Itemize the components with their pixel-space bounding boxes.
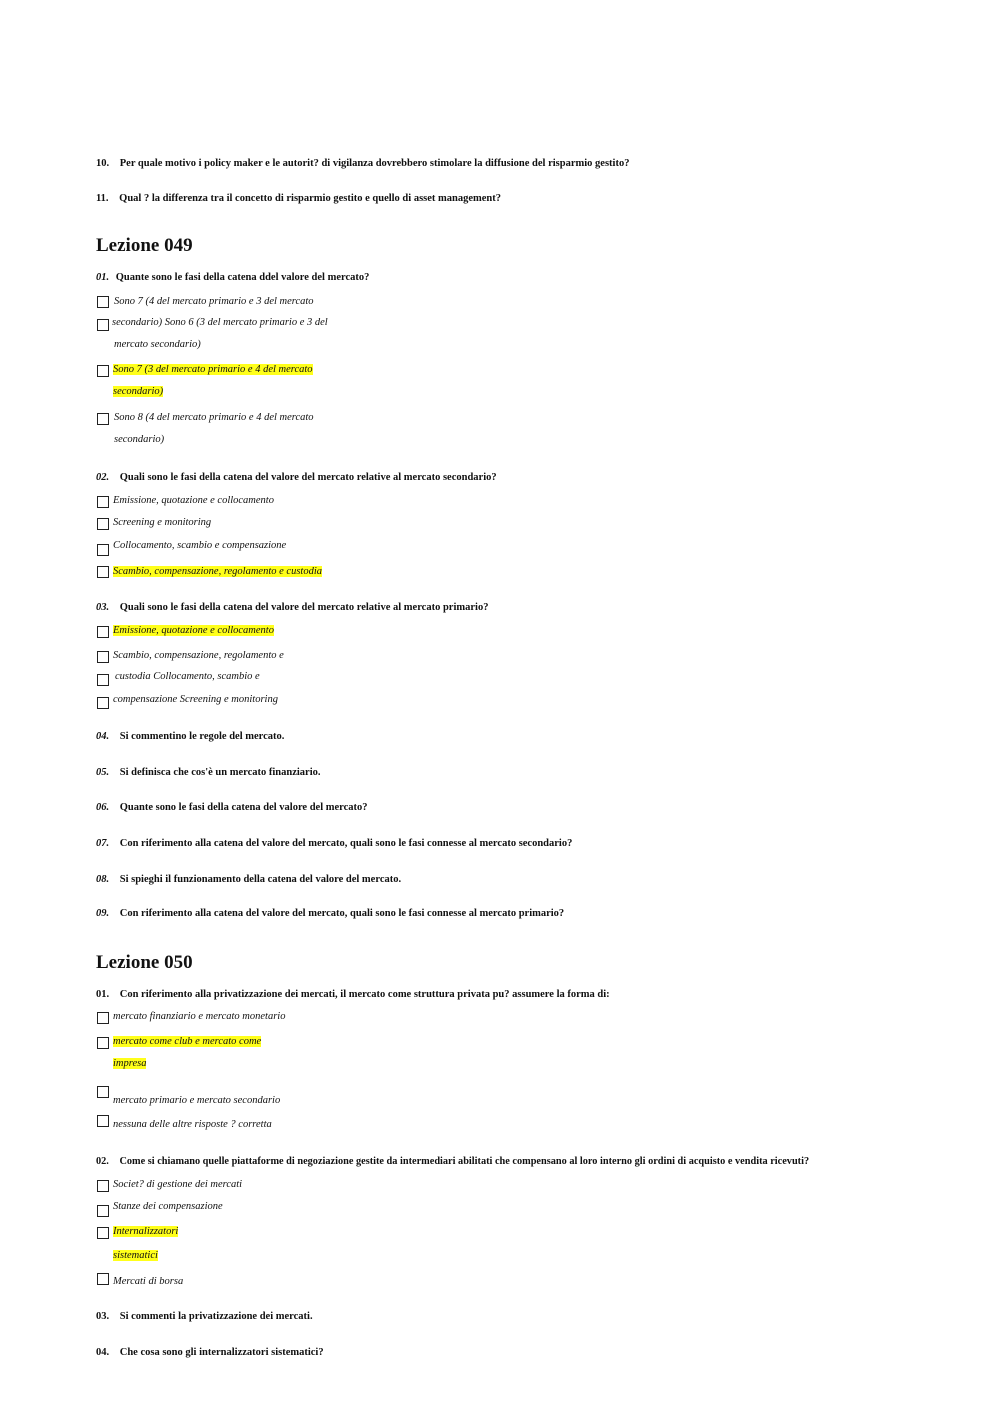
answer-option: Scambio, compensazione, regolamento e — [113, 650, 284, 661]
answer-checkbox[interactable] — [97, 1273, 109, 1285]
question-text: Come si chiamano quelle piattaforme di negoziazione gestite da intermediari abilitati che compensano al loro interno gli ordini di acquisto e vendita ricevuti? — [119, 1156, 810, 1167]
correct-answer-option-continued: secondario) — [113, 386, 164, 397]
question-text: Si spieghi il funzionamento della catena del valore del mercato. — [119, 874, 402, 885]
question-02 — [96, 1156, 809, 1167]
answer-option: mercato finanziario e mercato monetario — [113, 1011, 286, 1022]
answer-option: Mercati di borsa — [113, 1276, 184, 1287]
question-03 — [96, 1311, 313, 1322]
answer-option: Screening e monitoring — [113, 517, 212, 528]
answer-option: Societ? di gestione dei mercati — [113, 1179, 243, 1190]
question-number: 09. — [96, 908, 110, 919]
question-07 — [96, 838, 572, 849]
correct-answer-option-continued: impresa — [113, 1058, 147, 1069]
question-number: 01. — [96, 272, 110, 283]
answer-checkbox[interactable] — [97, 626, 109, 638]
question-08 — [96, 874, 401, 885]
question-number: 02. — [96, 472, 110, 483]
lesson-heading: Lezione 049 — [96, 235, 193, 256]
answer-option: Stanze dei compensazione — [113, 1201, 223, 1212]
question-06 — [96, 802, 368, 813]
question-number: 08. — [96, 874, 110, 885]
question-text: Quante sono le fasi della catena del valore del mercato? — [119, 802, 368, 813]
answer-option-continued: secondario) — [114, 434, 165, 445]
question-number: 04. — [96, 1347, 110, 1358]
question-09 — [96, 908, 564, 919]
question-03 — [96, 602, 488, 613]
question-text: Quali sono le fasi della catena del valore del mercato relative al mercato primario? — [119, 602, 489, 613]
answer-checkbox[interactable] — [97, 496, 109, 508]
answer-checkbox[interactable] — [97, 1205, 109, 1217]
question-number: 03. — [96, 1311, 110, 1322]
answer-checkbox[interactable] — [97, 566, 109, 578]
question-text: Qual ? la differenza tra il concetto di risparmio gestito e quello di asset management? — [119, 193, 502, 204]
answer-checkbox[interactable] — [97, 544, 109, 556]
question-text: Per quale motivo i policy maker e le autorit? di vigilanza dovrebbero stimolare la diffusione del risparmio gestito? — [119, 158, 630, 169]
correct-answer-option: Sono 7 (3 del mercato primario e 4 del mercato — [113, 364, 313, 375]
question-10 — [96, 158, 629, 169]
answer-option: nessuna delle altre risposte ? corretta — [113, 1119, 272, 1130]
question-11 — [96, 193, 501, 204]
question-04 — [96, 731, 284, 742]
question-04 — [96, 1347, 324, 1358]
answer-checkbox[interactable] — [97, 413, 109, 425]
question-text: Quante sono le fasi della catena ddel valore del mercato? — [115, 272, 370, 283]
question-01 — [96, 272, 369, 283]
question-number: 11. — [96, 193, 109, 204]
answer-checkbox[interactable] — [97, 674, 109, 686]
lesson-heading: Lezione 050 — [96, 952, 193, 973]
question-05 — [96, 767, 321, 778]
answer-option: compensazione Screening e monitoring — [113, 694, 278, 705]
question-text: Si commenti la privatizzazione dei mercati. — [119, 1311, 313, 1322]
question-text: Con riferimento alla catena del valore del mercato, quali sono le fasi connesse al mercato primario? — [119, 908, 565, 919]
question-number: 04. — [96, 731, 110, 742]
question-text: Con riferimento alla privatizzazione dei mercati, il mercato come struttura privata pu? assumere la forma di: — [119, 989, 610, 1000]
question-number: 06. — [96, 802, 110, 813]
question-number: 05. — [96, 767, 110, 778]
question-01 — [96, 989, 610, 1000]
question-number: 02. — [96, 1156, 109, 1167]
correct-answer-option-continued: sistematici — [113, 1250, 158, 1261]
answer-checkbox[interactable] — [97, 1227, 109, 1239]
answer-option: custodia Collocamento, scambio e — [115, 671, 260, 682]
answer-checkbox[interactable] — [97, 697, 109, 709]
question-text: Con riferimento alla catena del valore del mercato, quali sono le fasi connesse al mercato secondario? — [119, 838, 573, 849]
question-text: Quali sono le fasi della catena del valore del mercato relative al mercato secondario? — [119, 472, 497, 483]
answer-checkbox[interactable] — [97, 1180, 109, 1192]
question-number: 07. — [96, 838, 110, 849]
answer-checkbox[interactable] — [97, 1037, 109, 1049]
answer-checkbox[interactable] — [97, 1012, 109, 1024]
question-text: Si commentino le regole del mercato. — [119, 731, 285, 742]
correct-answer-option: Internalizzatori — [113, 1226, 179, 1237]
correct-answer-option: Scambio, compensazione, regolamento e custodia — [113, 566, 322, 577]
answer-checkbox[interactable] — [97, 518, 109, 530]
answer-checkbox[interactable] — [97, 319, 109, 331]
answer-checkbox[interactable] — [97, 1086, 109, 1098]
correct-answer-option: mercato come club e mercato come — [113, 1036, 262, 1047]
answer-option-continued: mercato secondario) — [114, 339, 201, 350]
question-number: 10. — [96, 158, 110, 169]
answer-option: Sono 7 (4 del mercato primario e 3 del mercato — [114, 296, 314, 307]
answer-option: Emissione, quotazione e collocamento — [113, 495, 274, 506]
answer-checkbox[interactable] — [97, 296, 109, 308]
answer-checkbox[interactable] — [97, 1115, 109, 1127]
answer-option: Sono 8 (4 del mercato primario e 4 del mercato — [114, 412, 314, 423]
question-text: Che cosa sono gli internalizzatori sistematici? — [119, 1347, 324, 1358]
question-number: 01. — [96, 989, 110, 1000]
answer-option: mercato primario e mercato secondario — [113, 1095, 281, 1106]
question-number: 03. — [96, 602, 110, 613]
answer-checkbox[interactable] — [97, 651, 109, 663]
correct-answer-option: Emissione, quotazione e collocamento — [113, 625, 274, 636]
question-text: Si definisca che cos'è un mercato finanziario. — [119, 767, 321, 778]
answer-option: secondario) Sono 6 (3 del mercato primario e 3 del — [112, 317, 328, 328]
answer-checkbox[interactable] — [97, 365, 109, 377]
answer-option: Collocamento, scambio e compensazione — [113, 540, 287, 551]
question-02 — [96, 472, 497, 483]
